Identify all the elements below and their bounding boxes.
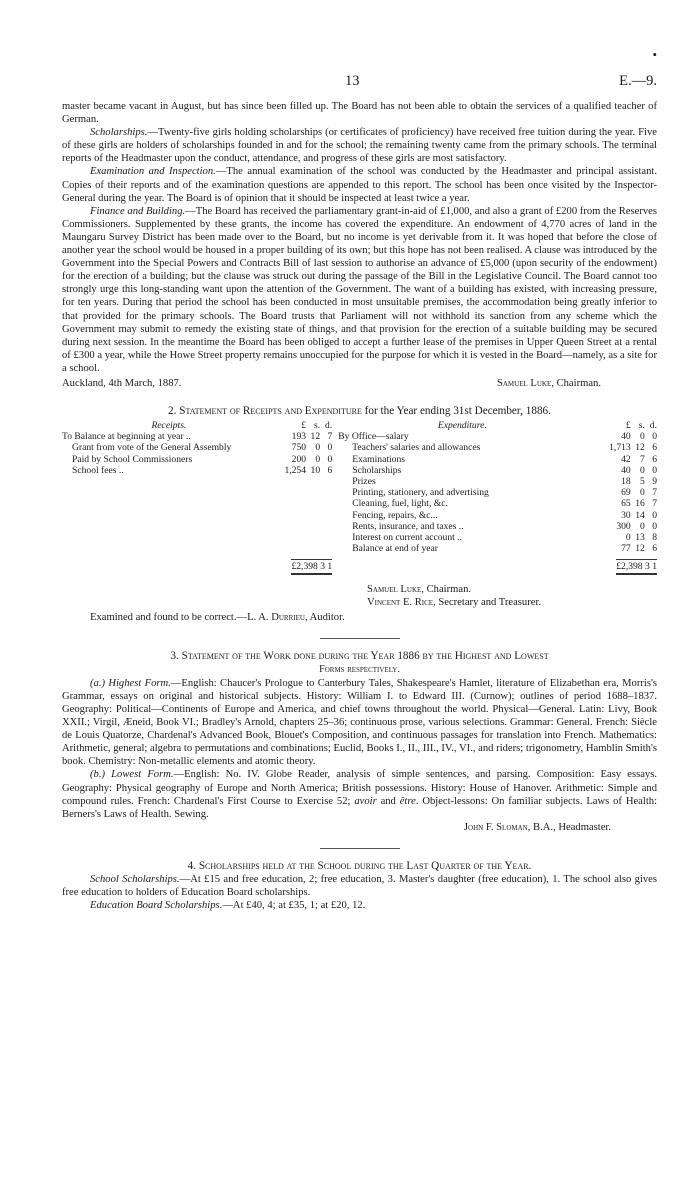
receipt-pounds: 1,254 bbox=[284, 464, 307, 476]
expenditure-total-cell bbox=[586, 555, 657, 575]
expenditure-shillings-header: s. bbox=[638, 420, 645, 432]
highest-form-text: —English: Chaucer's Prologue to Canterbury Tales, Shakespeare's Hamlet, literature of Elizabethan era, Morris's Grammar, essays on original and historical subjects. History: William I. to Edward III. (Curnow); outlines of period 1688–1837. Geography: Political—Continents of Europe and America, and chief towns throughout the world. Physical—General. Latin: Livy, Book XXII.; Virgil, Æneid, Book VI.; Bradley's Arnold, chapters 25–36; continuous prose, various selections. Grammar: General. French: Siècle de Louis Quatorze, Chardenal's Advanced Book, Blouet's Composition, and continuous passages for translation into French. Mathematics: Arithmetic, general; algebra to permutations and combinations; Euclid, Books I., II., III., IV., VI., and riders; trigonometry, Hamblin Smith's book. Chemistry: Non-metallic elements and atomic theory. bbox=[62, 677, 657, 768]
receipts-expenditure-table bbox=[62, 420, 657, 575]
receipt-shillings: 0 bbox=[315, 453, 321, 465]
receipt-shillings: 12 bbox=[310, 431, 321, 443]
expenditure-pounds: 300 bbox=[616, 520, 631, 532]
expenditure-pence: 6 bbox=[652, 453, 657, 465]
expenditure-label-cell: Interest on current account .. bbox=[352, 532, 462, 544]
expenditure-pounds: 1,713 bbox=[609, 442, 631, 454]
receipt-empty bbox=[276, 532, 306, 543]
table-totals bbox=[62, 555, 657, 575]
page-number: 13 bbox=[345, 73, 360, 89]
expenditure-pence: 8 bbox=[652, 532, 657, 544]
receipts-total: £2,398 3 1 bbox=[291, 559, 332, 575]
table-row bbox=[62, 431, 657, 442]
expenditure-pounds: 69 bbox=[621, 487, 631, 499]
table-row bbox=[62, 487, 657, 498]
receipt-empty bbox=[306, 543, 320, 554]
receipt-empty bbox=[276, 543, 306, 554]
scholarships-text: —Twenty-five girls holding scholarships (or certificates of proficiency) have received free tuition during the year. Five of these girls are holders of scholarships founded in and for the school; the remaining twenty came from the primary schools. The terminal reports of the Headmaster upon the conduct, attendance, and progress of these girls are most satisfactory. bbox=[62, 127, 657, 165]
school-scholarships-paragraph: School Scholarships.—At £15 and free education, 2; free education, 3. Master's daughter (free education), 1. The school also gives free education to holders of Education Board scholarships. bbox=[62, 873, 658, 899]
receipt-empty bbox=[62, 510, 276, 521]
finance-paragraph bbox=[62, 205, 657, 375]
statement-heading: 2. Statement of Receipts and Expenditure for the Year ending 31st December, 1886. bbox=[168, 405, 551, 418]
signatory-title: , Chairman. bbox=[551, 377, 601, 389]
scholarships-section bbox=[62, 859, 657, 912]
receipt-empty bbox=[320, 532, 332, 543]
receipt-pence: 0 bbox=[327, 442, 333, 454]
section-divider-2 bbox=[320, 848, 400, 849]
scholarships-paragraph bbox=[62, 126, 657, 165]
receipts-shillings-header: s. bbox=[314, 420, 321, 432]
receipt-pence: 7 bbox=[327, 431, 333, 443]
expenditure-pence: 7 bbox=[652, 498, 657, 510]
highest-form-heading: Highest Form. bbox=[108, 677, 171, 689]
receipt-empty bbox=[320, 543, 332, 554]
receipt-empty bbox=[62, 543, 276, 554]
expenditure-pence: 7 bbox=[652, 487, 657, 499]
finance-heading: Finance and Building. bbox=[90, 205, 186, 217]
receipt-pence: 0 bbox=[327, 453, 333, 465]
scholarships-section-heading: 4. Scholarships held at the School during the Last Quarter of the Year. bbox=[187, 859, 532, 872]
receipt-empty bbox=[62, 476, 276, 487]
report-signature bbox=[497, 377, 601, 390]
signatory-name: Samuel Luke bbox=[496, 377, 552, 389]
receipt-empty bbox=[276, 476, 306, 487]
expenditure-pence: 6 bbox=[652, 442, 657, 454]
receipt-label: Paid by School Commissioners bbox=[72, 453, 193, 465]
table-header-row bbox=[62, 420, 657, 431]
expenditure-pounds: 40 bbox=[621, 464, 631, 476]
receipt-shillings: 10 bbox=[310, 464, 321, 476]
work-section bbox=[62, 649, 657, 834]
expenditure-label-cell: By Office—salary bbox=[338, 431, 409, 443]
expenditure-label-cell: Balance at end of year bbox=[352, 543, 438, 555]
table-row bbox=[62, 465, 657, 476]
receipts-pence-header: d. bbox=[325, 420, 333, 432]
expenditure-label-cell: Printing, stationery, and advertising bbox=[352, 487, 489, 499]
lowest-form-paragraph: (b.) Lowest Form.—English: No. IV. Globe Reader, analysis of simple sentences, and parsing. Composition: Easy essays. Geography: Physical geography of Europe and North America; British possessions. History: House of Hanover. Arithmetic: Simple and compound rules. French: Chardenal's First Course to Exercise 52; avoir and être. Object-lessons: On familiar subjects. Laws of Health: Berners's Laws of Health. Sewing. bbox=[62, 769, 658, 820]
document-reference: E.—9. bbox=[619, 73, 657, 89]
expenditure-shillings: 12 bbox=[635, 442, 645, 454]
table-row bbox=[62, 521, 657, 532]
receipt-empty bbox=[62, 498, 276, 509]
table-row bbox=[62, 543, 657, 554]
place-date: Auckland, 4th March, 1887. bbox=[62, 377, 182, 389]
receipt-label: To Balance at beginning at year .. bbox=[62, 431, 191, 443]
expenditure-pence: 0 bbox=[652, 431, 657, 443]
work-heading-line2: Forms respectively. bbox=[319, 663, 400, 675]
table-row bbox=[62, 442, 657, 453]
receipt-empty bbox=[306, 476, 320, 487]
receipt-empty bbox=[320, 487, 332, 498]
expenditure-shillings: 0 bbox=[640, 520, 645, 532]
report-section bbox=[62, 100, 657, 390]
expenditure-shillings: 0 bbox=[640, 487, 645, 499]
statement-section bbox=[62, 404, 657, 624]
table-body bbox=[62, 420, 657, 554]
table-row bbox=[62, 510, 657, 521]
statement-heading-smallcaps: Statement of Receipts and Expenditure bbox=[179, 405, 362, 418]
expenditure-pence-header: d. bbox=[649, 420, 657, 432]
expenditure-pounds: 42 bbox=[621, 453, 631, 465]
chairman-signature: Samuel Luke, Chairman. bbox=[367, 583, 472, 595]
page-header bbox=[62, 0, 657, 100]
receipt-empty bbox=[306, 521, 320, 532]
secretary-signature: Vincent E. Rice, Secretary and Treasurer. bbox=[367, 597, 542, 609]
receipt-empty bbox=[276, 498, 306, 509]
receipt-pounds: 200 bbox=[291, 453, 307, 465]
expenditure-pounds: 40 bbox=[621, 431, 631, 443]
german-teacher-paragraph: master became vacant in August, but has since been filled up. The Board has not been able to obtain the services of a qualified teacher of German. bbox=[62, 101, 657, 126]
totals-row bbox=[62, 555, 657, 575]
receipt-empty bbox=[320, 476, 332, 487]
expenditure-label-cell: Rents, insurance, and taxes .. bbox=[352, 520, 464, 532]
expenditure-pence: 0 bbox=[652, 520, 657, 532]
auditor-line: Examined and found to be correct.—L. A. Durrieu, Auditor. bbox=[90, 611, 345, 623]
expenditure-shillings: 16 bbox=[635, 498, 645, 510]
expenditure-shillings: 5 bbox=[640, 476, 645, 488]
statement-signatures bbox=[367, 583, 657, 610]
receipt-empty bbox=[306, 487, 320, 498]
receipt-pounds: 750 bbox=[291, 442, 307, 454]
expenditure-pounds: 30 bbox=[621, 509, 631, 521]
work-heading-line1: 3. Statement of the Work done during the Year 1886 by the Highest and Lowest bbox=[170, 649, 549, 662]
expenditure-shillings: 0 bbox=[640, 431, 645, 443]
receipt-empty bbox=[276, 521, 306, 532]
board-scholarships-paragraph: Education Board Scholarships.—At £40, 4; at £35, 1; at £20, 12. bbox=[90, 900, 366, 912]
receipt-empty bbox=[320, 521, 332, 532]
board-scholarships-heading: Education Board Scholarships. bbox=[90, 900, 223, 912]
receipt-empty bbox=[306, 510, 320, 521]
receipt-empty bbox=[320, 510, 332, 521]
receipt-empty bbox=[276, 510, 306, 521]
expenditure-pounds: 77 bbox=[621, 543, 631, 555]
document-page bbox=[62, 0, 657, 912]
receipt-empty bbox=[320, 498, 332, 509]
expenditure-pence: 0 bbox=[652, 509, 657, 521]
expenditure-pence: 9 bbox=[652, 476, 657, 488]
headmaster-signature: John F. Sloman, B.A., Headmaster. bbox=[463, 821, 611, 833]
expenditure-label-cell: Scholarships bbox=[352, 464, 402, 476]
scholarships-heading: Scholarships. bbox=[90, 127, 148, 139]
examination-text: —The annual examination of the school was conducted by the Headmaster and principal assistant. Copies of their reports and of the examination questions are appended to this report. The school has been once visited by the Inspector-General during the year. The Board is of opinion that it should be inspected at least twice a year. bbox=[62, 166, 657, 204]
receipt-shillings: 0 bbox=[315, 442, 321, 454]
section-divider bbox=[320, 638, 400, 639]
finance-text: —The Board has received the parliamentary grant-in-aid of £1,000, and also a grant of £200 from the Reserves Commissioners. Supplemented by these grants, the income has covered the expenditure. An endowment of 4,770 acres of land in the Maungaru Survey District has been made over to the Board, but no income is yet derivable from it. It was hoped that before the close of another year the school would be housed in a proper building of its own; but this hope has not been realised. A clause was introduced by the Government into the Special Powers and Contracts Bill of last session to authorise an advance of £5,000 (upon security of the endowment) for the erection of a building; but the clause was struck out during the passage of the Bill in the Legislative Council. The Board cannot too strongly urge this long-standing want upon the attention of the Government. The want of a building has existed, with increasing pressure, for ten years. During that period the school has been conducted in most unsuitable premises, the accommodation being greatly inferior to that provided for the primary schools. The Board trusts that Parliament will not withhold its sanction from any scheme which the Government may submit to remedy the existing state of things, and that provision for the erection of a suitable building may be secured during next session. In the meantime the Board has been obliged to accept a further lease of the premises in Upper Queen Street at a rental of £300 a year, while the Howe Street property remains unoccupied for the purpose for which it is vested in the Board—namely, as a site for a school. bbox=[62, 205, 657, 374]
receipts-label: Receipts. bbox=[151, 420, 187, 432]
expenditure-shillings: 13 bbox=[635, 532, 645, 544]
receipt-empty bbox=[62, 521, 276, 532]
report-signature-line bbox=[62, 377, 657, 390]
expenditure-shillings: 7 bbox=[640, 453, 645, 465]
receipt-label: Grant from vote of the General Assembly bbox=[72, 442, 232, 454]
statement-heading-rest: for the Year ending 31st December, 1886. bbox=[361, 405, 551, 418]
receipt-empty bbox=[276, 487, 306, 498]
examination-heading: Examination and Inspection. bbox=[90, 166, 216, 178]
expenditure-pounds-header: £ bbox=[625, 420, 631, 432]
expenditure-label-cell: Cleaning, fuel, light, &c. bbox=[352, 498, 448, 510]
expenditure-shillings: 14 bbox=[635, 509, 645, 521]
expenditure-pounds: 18 bbox=[621, 476, 631, 488]
receipts-pounds-header: £ bbox=[301, 420, 307, 432]
expenditure-label-cell: Teachers' salaries and allowances bbox=[352, 442, 481, 454]
receipt-pence: 6 bbox=[327, 464, 333, 476]
receipt-empty bbox=[306, 532, 320, 543]
receipt-empty bbox=[62, 532, 276, 543]
receipts-total-cell bbox=[276, 555, 332, 575]
expenditure-pounds: 65 bbox=[621, 498, 631, 510]
expenditure-label-cell: Prizes bbox=[352, 476, 376, 488]
school-scholarships-heading: School Scholarships. bbox=[90, 873, 180, 885]
table-row bbox=[62, 498, 657, 509]
speck-mark: • bbox=[652, 47, 657, 62]
expenditure-label-cell: Fencing, repairs, &c... bbox=[352, 509, 438, 521]
table-row bbox=[62, 532, 657, 543]
expenditure-label: Expenditure. bbox=[437, 420, 487, 432]
expenditure-pence: 6 bbox=[652, 543, 657, 555]
receipt-empty bbox=[306, 498, 320, 509]
highest-form-paragraph: (a.) Highest Form.—English: Chaucer's Prologue to Canterbury Tales, Shakespeare's Hamlet, literature of Elizabethan era, Morris's Grammar, essays on original and historical subjects. History: William I. to Edward III. (Curnow); outlines of period 1688–1837. Geography: Political—Continents of Europe and America, and chief towns throughout the world. Physical—General. Latin: Livy, Book XXII.; Virgil, Æneid, Book VI.; Bradley's Arnold, chapters 25–36; continuous prose, various selections. Grammar: General. French: Siècle de Louis Quatorze, Chardenal's Advanced Book, Blouet's Composition, and continuous passages for translation into French. Mathematics: Arithmetic, general; algebra to permutations and combinations; Euclid, Books I., II., III., IV., VI., and riders; trigonometry, Hamblin Smith's book. Chemistry: Non-metallic elements and atomic theory. bbox=[62, 677, 657, 768]
table-row bbox=[62, 476, 657, 487]
receipt-label: School fees .. bbox=[72, 464, 124, 476]
table-row bbox=[62, 454, 657, 465]
lowest-form-heading: Lowest Form. bbox=[111, 769, 174, 781]
expenditure-pence: 0 bbox=[652, 464, 657, 476]
expenditure-pounds: 0 bbox=[625, 532, 631, 544]
examination-paragraph bbox=[62, 165, 657, 204]
receipt-pounds: 193 bbox=[291, 431, 307, 443]
receipt-empty bbox=[62, 487, 276, 498]
expenditure-total: £2,398 3 1 bbox=[616, 559, 657, 575]
expenditure-label-cell: Examinations bbox=[352, 453, 405, 465]
expenditure-shillings: 0 bbox=[640, 464, 645, 476]
expenditure-shillings: 12 bbox=[635, 543, 645, 555]
